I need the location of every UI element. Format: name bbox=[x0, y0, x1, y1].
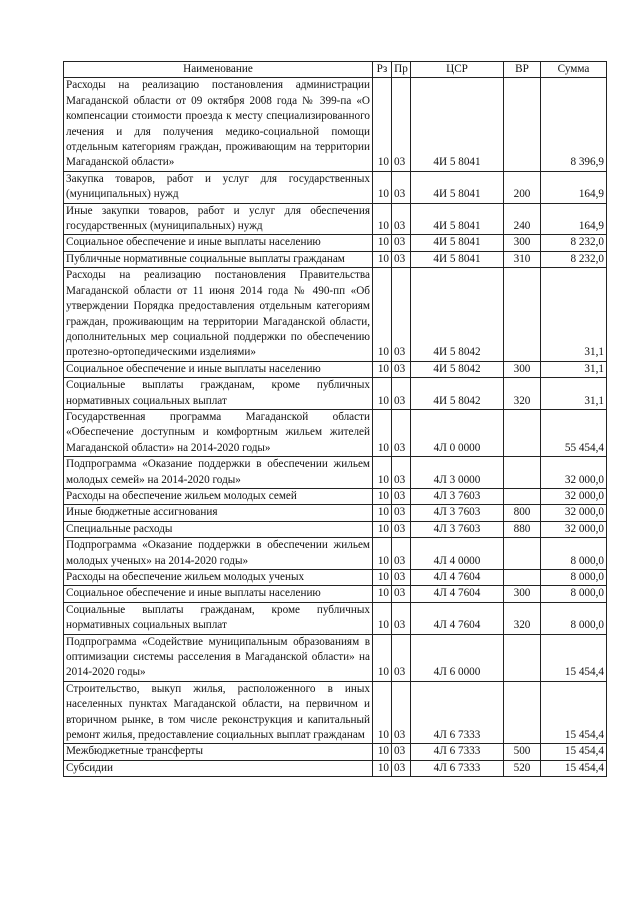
row-sum-cell: 32 000,0 bbox=[541, 505, 607, 521]
row-csr-cell: 4Л 3 7603 bbox=[411, 488, 504, 504]
row-csr-cell: 4Л 6 7333 bbox=[411, 744, 504, 760]
row-pr-cell: 03 bbox=[392, 602, 411, 634]
row-pr-cell: 03 bbox=[392, 203, 411, 235]
row-vr-cell bbox=[504, 570, 541, 586]
row-pr-cell: 03 bbox=[392, 505, 411, 521]
row-vr-cell: 300 bbox=[504, 361, 541, 377]
row-name-cell: Расходы на реализацию постановления Правительства Магаданской области от 11 июня 2014 года № 490-пп «Об утверждении Порядка предоставления отдельным категориям граждан, проживающим на территории Магаданской области, дополнительных мер социальной поддержки по обеспечению протезно-ортопедическими изделиями» bbox=[64, 268, 373, 361]
row-rz-cell: 10 bbox=[373, 538, 392, 570]
row-sum-cell: 15 454,4 bbox=[541, 744, 607, 760]
row-csr-cell: 4Л 4 7604 bbox=[411, 586, 504, 602]
table-row bbox=[64, 602, 607, 634]
row-csr-cell: 4Л 3 7603 bbox=[411, 521, 504, 537]
row-rz-cell: 10 bbox=[373, 760, 392, 776]
row-vr-cell: 200 bbox=[504, 171, 541, 203]
row-sum-cell: 8 000,0 bbox=[541, 570, 607, 586]
row-csr-cell: 4И 5 8041 bbox=[411, 251, 504, 267]
row-vr-cell bbox=[504, 538, 541, 570]
row-vr-cell: 520 bbox=[504, 760, 541, 776]
row-rz-cell: 10 bbox=[373, 457, 392, 489]
row-vr-cell bbox=[504, 78, 541, 171]
row-pr-cell: 03 bbox=[392, 409, 411, 456]
row-vr-cell: 300 bbox=[504, 586, 541, 602]
row-sum-cell: 32 000,0 bbox=[541, 488, 607, 504]
row-csr-cell: 4И 5 8041 bbox=[411, 78, 504, 171]
row-rz-cell: 10 bbox=[373, 203, 392, 235]
row-vr-cell bbox=[504, 488, 541, 504]
row-name-cell: Межбюджетные трансферты bbox=[64, 744, 373, 760]
row-pr-cell: 03 bbox=[392, 538, 411, 570]
header-pr: Пр bbox=[392, 62, 411, 78]
row-rz-cell: 10 bbox=[373, 171, 392, 203]
row-pr-cell: 03 bbox=[392, 361, 411, 377]
row-sum-cell: 32 000,0 bbox=[541, 457, 607, 489]
row-name-cell: Подпрограмма «Оказание поддержки в обеспечении жильем молодых семей» на 2014-2020 годы» bbox=[64, 457, 373, 489]
header-csr: ЦСР bbox=[411, 62, 504, 78]
row-vr-cell bbox=[504, 681, 541, 744]
row-rz-cell: 10 bbox=[373, 602, 392, 634]
row-pr-cell: 03 bbox=[392, 586, 411, 602]
row-name-cell: Строительство, выкуп жилья, расположенного в иных населенных пунктах Магаданской области, на первичном и вторичном рынке, в том числе реконструкция и капитальный ремонт жилья, предоставление социальных выплат гражданам bbox=[64, 681, 373, 744]
table-body bbox=[64, 78, 607, 777]
row-csr-cell: 4И 5 8041 bbox=[411, 171, 504, 203]
row-name-cell: Государственная программа Магаданской области «Обеспечение доступным и комфортным жильем жителей Магаданской области» на 2014-2020 годы» bbox=[64, 409, 373, 456]
row-csr-cell: 4Л 6 7333 bbox=[411, 681, 504, 744]
row-vr-cell bbox=[504, 457, 541, 489]
row-pr-cell: 03 bbox=[392, 78, 411, 171]
row-sum-cell: 8 232,0 bbox=[541, 235, 607, 251]
row-vr-cell bbox=[504, 268, 541, 361]
table-row bbox=[64, 378, 607, 410]
budget-table bbox=[63, 61, 607, 777]
row-name-cell: Иные закупки товаров, работ и услуг для обеспечения государственных (муниципальных) нужд bbox=[64, 203, 373, 235]
table-row bbox=[64, 203, 607, 235]
row-sum-cell: 8 000,0 bbox=[541, 586, 607, 602]
row-rz-cell: 10 bbox=[373, 268, 392, 361]
row-name-cell: Расходы на реализацию постановления администрации Магаданской области от 09 октября 2008 года № 399-па «О компенсации стоимости проезда к месту специализированного лечения и для получения медико-социальной помощи отдельным категориям граждан, проживающим на территории Магаданской области» bbox=[64, 78, 373, 171]
row-vr-cell: 800 bbox=[504, 505, 541, 521]
row-name-cell: Социальное обеспечение и иные выплаты населению bbox=[64, 235, 373, 251]
table-row bbox=[64, 538, 607, 570]
row-vr-cell bbox=[504, 634, 541, 681]
row-name-cell: Расходы на обеспечение жильем молодых семей bbox=[64, 488, 373, 504]
row-sum-cell: 15 454,4 bbox=[541, 681, 607, 744]
table-row bbox=[64, 235, 607, 251]
row-name-cell: Публичные нормативные социальные выплаты гражданам bbox=[64, 251, 373, 267]
row-vr-cell bbox=[504, 409, 541, 456]
row-sum-cell: 8 000,0 bbox=[541, 602, 607, 634]
row-rz-cell: 10 bbox=[373, 361, 392, 377]
row-sum-cell: 32 000,0 bbox=[541, 521, 607, 537]
row-vr-cell: 240 bbox=[504, 203, 541, 235]
table-row bbox=[64, 570, 607, 586]
row-rz-cell: 10 bbox=[373, 570, 392, 586]
row-rz-cell: 10 bbox=[373, 378, 392, 410]
row-csr-cell: 4Л 0 0000 bbox=[411, 409, 504, 456]
row-csr-cell: 4Л 4 7604 bbox=[411, 602, 504, 634]
row-name-cell: Социальные выплаты гражданам, кроме публичных нормативных социальных выплат bbox=[64, 378, 373, 410]
row-name-cell: Подпрограмма «Оказание поддержки в обеспечении жильем молодых ученых» на 2014-2020 годы» bbox=[64, 538, 373, 570]
row-pr-cell: 03 bbox=[392, 744, 411, 760]
table-row bbox=[64, 634, 607, 681]
row-csr-cell: 4Л 3 0000 bbox=[411, 457, 504, 489]
row-sum-cell: 8 000,0 bbox=[541, 538, 607, 570]
header-vr: ВР bbox=[504, 62, 541, 78]
table-row bbox=[64, 361, 607, 377]
row-csr-cell: 4Л 6 0000 bbox=[411, 634, 504, 681]
row-rz-cell: 10 bbox=[373, 586, 392, 602]
row-rz-cell: 10 bbox=[373, 634, 392, 681]
row-vr-cell: 320 bbox=[504, 602, 541, 634]
row-csr-cell: 4Л 3 7603 bbox=[411, 505, 504, 521]
row-sum-cell: 164,9 bbox=[541, 171, 607, 203]
table-row bbox=[64, 760, 607, 776]
row-csr-cell: 4И 5 8042 bbox=[411, 268, 504, 361]
row-rz-cell: 10 bbox=[373, 521, 392, 537]
row-sum-cell: 55 454,4 bbox=[541, 409, 607, 456]
row-pr-cell: 03 bbox=[392, 251, 411, 267]
row-sum-cell: 164,9 bbox=[541, 203, 607, 235]
row-name-cell: Социальные выплаты гражданам, кроме публичных нормативных социальных выплат bbox=[64, 602, 373, 634]
row-csr-cell: 4И 5 8041 bbox=[411, 203, 504, 235]
row-sum-cell: 8 396,9 bbox=[541, 78, 607, 171]
row-vr-cell: 300 bbox=[504, 235, 541, 251]
row-name-cell: Подпрограмма «Содействие муниципальным образованиям в оптимизации системы расселения в Магаданской области» на 2014-2020 годы» bbox=[64, 634, 373, 681]
row-csr-cell: 4И 5 8042 bbox=[411, 378, 504, 410]
row-csr-cell: 4Л 6 7333 bbox=[411, 760, 504, 776]
table-row bbox=[64, 488, 607, 504]
row-pr-cell: 03 bbox=[392, 681, 411, 744]
row-pr-cell: 03 bbox=[392, 570, 411, 586]
row-name-cell: Специальные расходы bbox=[64, 521, 373, 537]
table-row bbox=[64, 681, 607, 744]
row-csr-cell: 4И 5 8042 bbox=[411, 361, 504, 377]
table-row bbox=[64, 457, 607, 489]
row-vr-cell: 320 bbox=[504, 378, 541, 410]
row-csr-cell: 4Л 4 0000 bbox=[411, 538, 504, 570]
header-sum: Сумма bbox=[541, 62, 607, 78]
row-rz-cell: 10 bbox=[373, 235, 392, 251]
row-name-cell: Социальное обеспечение и иные выплаты населению bbox=[64, 586, 373, 602]
row-name-cell: Субсидии bbox=[64, 760, 373, 776]
row-rz-cell: 10 bbox=[373, 409, 392, 456]
row-sum-cell: 15 454,4 bbox=[541, 634, 607, 681]
row-csr-cell: 4И 5 8041 bbox=[411, 235, 504, 251]
row-sum-cell: 31,1 bbox=[541, 378, 607, 410]
row-name-cell: Расходы на обеспечение жильем молодых ученых bbox=[64, 570, 373, 586]
row-csr-cell: 4Л 4 7604 bbox=[411, 570, 504, 586]
row-pr-cell: 03 bbox=[392, 760, 411, 776]
table-row bbox=[64, 744, 607, 760]
table-row bbox=[64, 521, 607, 537]
row-sum-cell: 15 454,4 bbox=[541, 760, 607, 776]
row-pr-cell: 03 bbox=[392, 488, 411, 504]
table-row bbox=[64, 409, 607, 456]
row-pr-cell: 03 bbox=[392, 235, 411, 251]
row-name-cell: Социальное обеспечение и иные выплаты населению bbox=[64, 361, 373, 377]
header-name: Наименование bbox=[64, 62, 373, 78]
row-rz-cell: 10 bbox=[373, 744, 392, 760]
row-pr-cell: 03 bbox=[392, 268, 411, 361]
row-pr-cell: 03 bbox=[392, 457, 411, 489]
row-rz-cell: 10 bbox=[373, 681, 392, 744]
row-rz-cell: 10 bbox=[373, 78, 392, 171]
header-rz: Рз bbox=[373, 62, 392, 78]
row-pr-cell: 03 bbox=[392, 634, 411, 681]
row-sum-cell: 8 232,0 bbox=[541, 251, 607, 267]
row-sum-cell: 31,1 bbox=[541, 268, 607, 361]
row-pr-cell: 03 bbox=[392, 521, 411, 537]
row-vr-cell: 880 bbox=[504, 521, 541, 537]
table-row bbox=[64, 586, 607, 602]
row-sum-cell: 31,1 bbox=[541, 361, 607, 377]
row-pr-cell: 03 bbox=[392, 378, 411, 410]
row-pr-cell: 03 bbox=[392, 171, 411, 203]
row-rz-cell: 10 bbox=[373, 488, 392, 504]
table-row bbox=[64, 171, 607, 203]
row-name-cell: Иные бюджетные ассигнования bbox=[64, 505, 373, 521]
table-row bbox=[64, 268, 607, 361]
row-vr-cell: 500 bbox=[504, 744, 541, 760]
row-name-cell: Закупка товаров, работ и услуг для государственных (муниципальных) нужд bbox=[64, 171, 373, 203]
row-rz-cell: 10 bbox=[373, 251, 392, 267]
row-rz-cell: 10 bbox=[373, 505, 392, 521]
document-page bbox=[63, 61, 606, 777]
table-row bbox=[64, 251, 607, 267]
table-header-row bbox=[64, 62, 607, 78]
table-row bbox=[64, 505, 607, 521]
table-row bbox=[64, 78, 607, 171]
row-vr-cell: 310 bbox=[504, 251, 541, 267]
